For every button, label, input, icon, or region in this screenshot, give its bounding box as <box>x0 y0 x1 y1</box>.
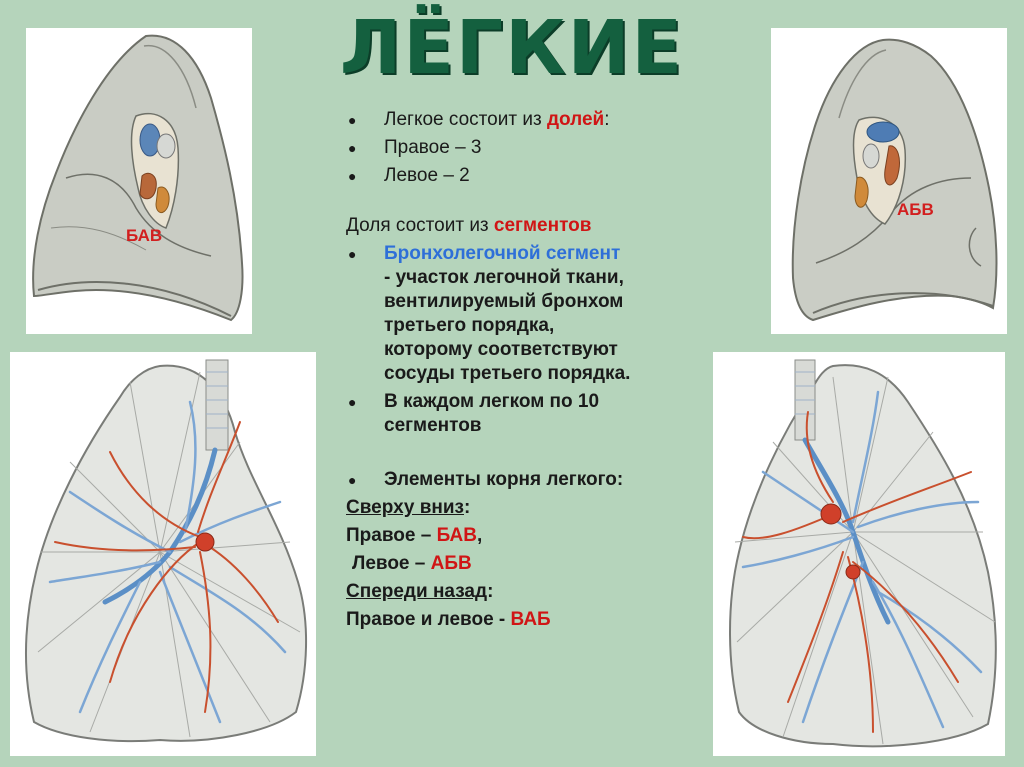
right-lung-root-label: БАВ <box>126 226 163 245</box>
right-lung-medial-image <box>26 28 252 334</box>
lobes-left-item: ● Левое – 2 <box>346 164 746 188</box>
root-front-back: Спереди назад: <box>346 581 494 602</box>
left-lung-medial-illustration <box>771 28 1007 334</box>
left-lung-segments-illustration <box>713 352 1005 756</box>
left-lung-medial-image <box>771 28 1007 334</box>
segment-count-item: ● В каждом легком по 10 сегментов <box>346 390 746 438</box>
right-lung-medial-illustration <box>26 28 252 334</box>
left-lung-segments-image <box>713 352 1005 756</box>
root-left-order: Левое – АБВ <box>352 553 472 574</box>
right-lung-segments-illustration <box>10 352 316 756</box>
root-heading-item: ● Элементы корня легкого: <box>346 468 746 492</box>
segments-highlight: сегментов <box>493 215 592 236</box>
root-both-order: Правое и левое - ВАБ <box>346 609 551 630</box>
root-right-order: Правое – БАВ, <box>346 525 483 546</box>
lobes-intro-item: ● Легкое состоит из долей: <box>346 108 746 132</box>
right-lung-segments-image <box>10 352 316 756</box>
lobes-right-item: ● Правое – 3 <box>346 136 746 160</box>
content-text <box>346 108 746 632</box>
segment-term: Бронхолегочной сегмент <box>384 243 621 264</box>
segments-intro: Доля состоит из сегментов <box>346 215 592 236</box>
root-top-down: Сверху вниз: <box>346 497 471 518</box>
left-lung-root-label: АБВ <box>897 200 934 219</box>
segment-definition-item: ● Бронхолегочной сегмент - участок легочной ткани, вентилируемый бронхом третьего порядка, которому соответствуют сосуды третьего порядка. <box>346 242 746 386</box>
slide-title: ЛЁГКИЕ <box>339 5 685 91</box>
lobes-highlight: долей <box>546 109 605 130</box>
